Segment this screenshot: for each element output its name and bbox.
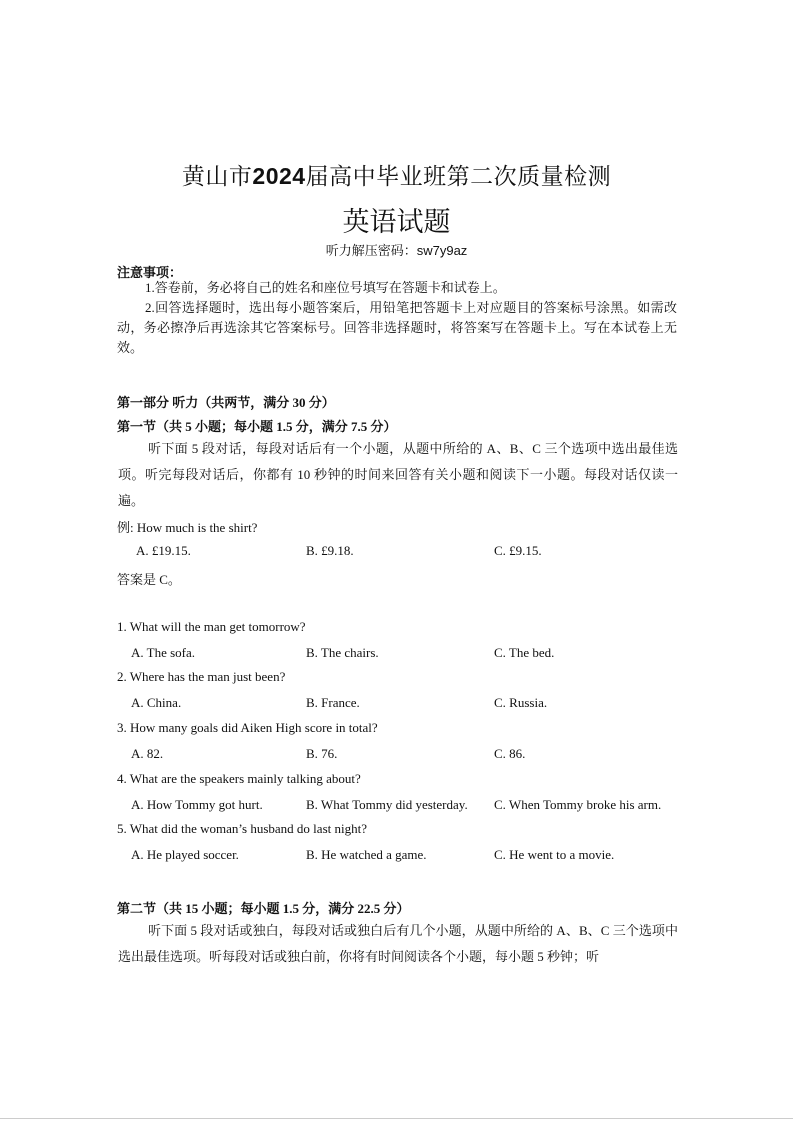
- section2-instructions: 听下面 5 段对话或独白，每段对话或独白后有几个小题，从题中所给的 A、B、C 三个选项中选出最佳选项。听每段对话或独白前，你将有时间阅读各个小题，每小题 5 秒钟；听: [118, 923, 678, 964]
- q3-option-b: B. 76.: [306, 746, 338, 761]
- question-4: 4. What are the speakers mainly talking about?: [117, 771, 361, 786]
- q2-option-b: B. France.: [306, 695, 360, 710]
- example-answer: 答案是 C。: [117, 572, 181, 587]
- example-option-b: B. £9.18.: [306, 543, 354, 558]
- q5-option-a: A. He played soccer.: [131, 847, 239, 862]
- q1-option-c: C. The bed.: [494, 645, 555, 660]
- note-item-2: 2.回答选择题时，选出每小题答案后，用铅笔把答题卡上对应题目的答案标号涂黑。如需改动，务必擦净后再选涂其它答案标号。回答非选择题时，将答案写在答题卡上。写在本试卷上无效。: [117, 300, 677, 355]
- example-question: 例: How much is the shirt?: [117, 520, 258, 535]
- section2-heading: 第二节（共 15 小题；每小题 1.5 分，满分 22.5 分）: [117, 901, 410, 916]
- example-option-a: A. £19.15.: [136, 543, 191, 558]
- q4-option-b: B. What Tommy did yesterday.: [306, 797, 468, 812]
- page-bottom-rule: [0, 1118, 793, 1119]
- exam-subtitle: 英语试题: [342, 207, 451, 237]
- section1-heading: 第一节（共 5 小题；每小题 1.5 分，满分 7.5 分）: [117, 419, 397, 434]
- exam-title: 黄山市2024届高中毕业班第二次质量检测: [181, 163, 612, 189]
- question-5: 5. What did the woman’s husband do last night?: [117, 821, 367, 836]
- note-item-1: 1.答卷前，务必将自己的姓名和座位号填写在答题卡和试卷上。: [145, 280, 506, 295]
- q4-option-c: C. When Tommy broke his arm.: [494, 797, 662, 812]
- q3-option-c: C. 86.: [494, 746, 526, 761]
- part1-heading: 第一部分 听力（共两节，满分 30 分）: [117, 395, 335, 410]
- question-3: 3. How many goals did Aiken High score in total?: [117, 720, 378, 735]
- q2-option-c: C. Russia.: [494, 695, 548, 710]
- listening-password: 听力解压密码：sw7y9az: [325, 243, 468, 258]
- section1-instructions: 听下面 5 段对话，每段对话后有一个小题，从题中所给的 A、B、C 三个选项中选出最佳选项。听完每段对话后，你都有 10 秒钟的时间来回答有关小题和阅读下一小题。每段对话仅读一遍。: [118, 441, 678, 508]
- question-2: 2. Where has the man just been?: [117, 669, 286, 684]
- notes-heading: 注意事项：: [117, 265, 183, 280]
- example-option-c: C. £9.15.: [494, 543, 542, 558]
- question-1: 1. What will the man get tomorrow?: [117, 619, 306, 634]
- q3-option-a: A. 82.: [131, 746, 164, 761]
- q5-option-c: C. He went to a movie.: [494, 847, 615, 862]
- q1-option-a: A. The sofa.: [131, 645, 196, 660]
- q5-option-b: B. He watched a game.: [306, 847, 427, 862]
- q1-option-b: B. The chairs.: [306, 645, 379, 660]
- q4-option-a: A. How Tommy got hurt.: [131, 797, 263, 812]
- q2-option-a: A. China.: [131, 695, 182, 710]
